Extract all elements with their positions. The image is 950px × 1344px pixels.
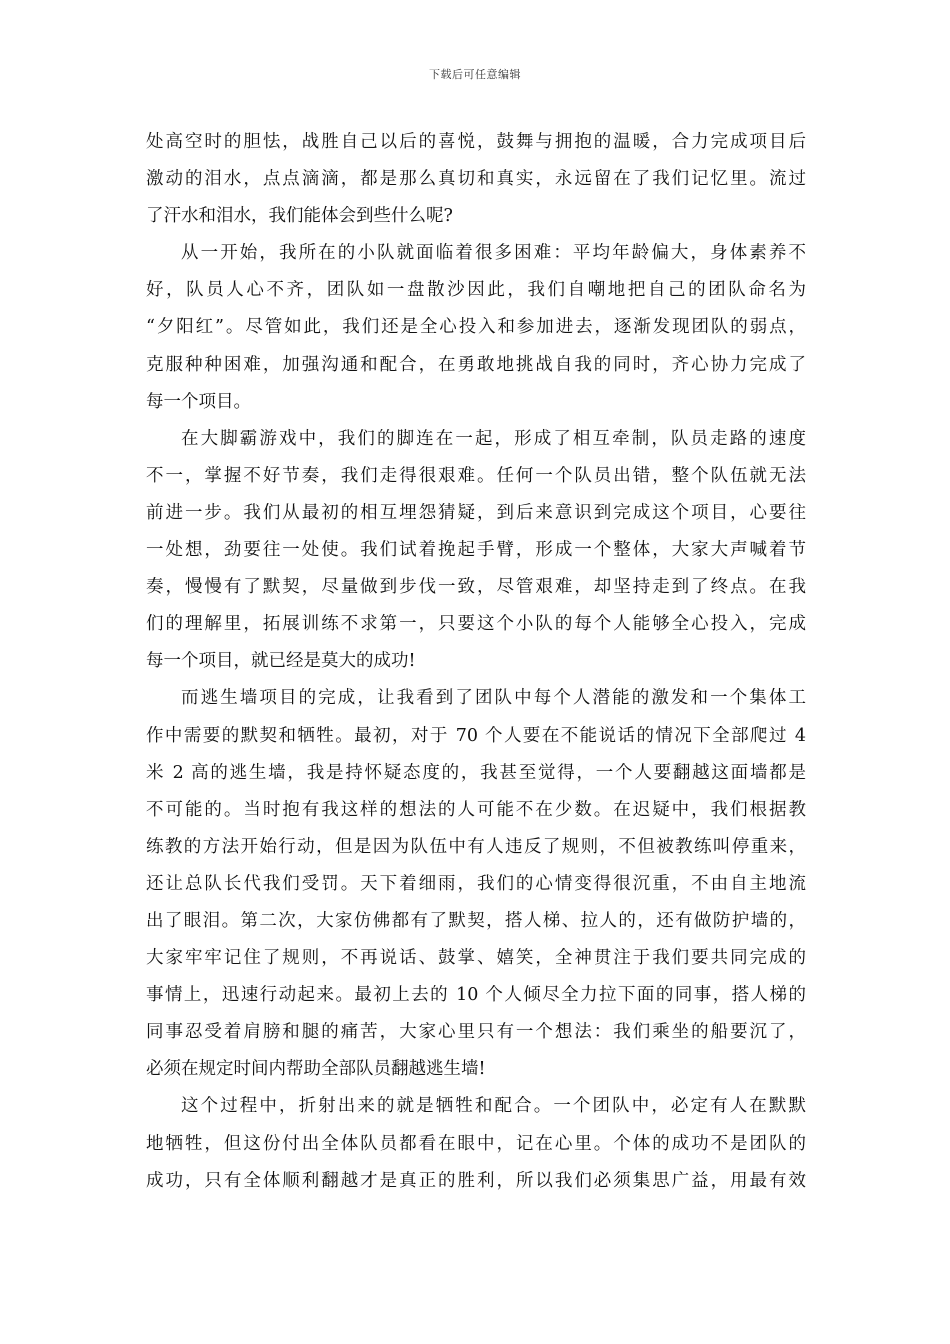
paragraph-line: 奏，慢慢有了默契，尽量做到步伐一致，尽管艰难，却坚持走到了终点。在我 bbox=[146, 577, 806, 598]
paragraph-line: 不可能的。当时抱有我这样的想法的人可能不在少数。在迟疑中，我们根据教 bbox=[146, 799, 806, 820]
paragraph-line: 作中需要的默契和牺牲。最初，对于 70 个人要在不能说话的情况下全部爬过 4 bbox=[146, 725, 806, 746]
paragraph-line: 激动的泪水，点点滴滴，都是那么真切和真实，永远留在了我们记忆里。流过 bbox=[146, 169, 806, 190]
paragraph-line: 一处想，劲要往一处使。我们试着挽起手臂，形成一个整体，大家大声喊着节 bbox=[146, 540, 806, 561]
paragraph-line: 前进一步。我们从最初的相互埋怨猜疑，到后来意识到完成这个项目，心要往 bbox=[146, 502, 806, 523]
paragraph-line: 出了眼泪。第二次，大家仿佛都有了默契，搭人梯、拉人的，还有做防护墙的， bbox=[146, 910, 806, 931]
paragraph-line: 地牺牲，但这份付出全体队员都看在眼中，记在心里。个体的成功不是团队的 bbox=[146, 1133, 806, 1154]
paragraph-line: 事情上，迅速行动起来。最初上去的 10 个人倾尽全力拉下面的同事，搭人梯的 bbox=[146, 985, 806, 1006]
paragraph-line: 处高空时的胆怯，战胜自己以后的喜悦，鼓舞与拥抱的温暖，合力完成项目后 bbox=[146, 132, 806, 152]
paragraph-line: 米 2 高的逃生墙，我是持怀疑态度的，我甚至觉得，一个人要翻越这面墙都是 bbox=[146, 762, 806, 783]
paragraph-line: 同事忍受着肩膀和腿的痛苦，大家心里只有一个想法：我们乘坐的船要沉了， bbox=[146, 1022, 806, 1043]
header-note: 下载后可任意编辑 bbox=[429, 68, 521, 81]
paragraph-line: 每一个项目。 bbox=[146, 391, 251, 412]
paragraph-line: 每一个项目，就已经是莫大的成功! bbox=[146, 651, 416, 672]
paragraph-line: 成功，只有全体顺利翻越才是真正的胜利，所以我们必须集思广益，用最有效 bbox=[146, 1170, 806, 1191]
paragraph-line: 从一开始，我所在的小队就面临着很多困难：平均年龄偏大，身体素养不 bbox=[181, 243, 806, 264]
paragraph-line: 还让总队长代我们受罚。天下着细雨，我们的心情变得很沉重，不由自主地流 bbox=[146, 873, 806, 894]
paragraph-line: 在大脚霸游戏中，我们的脚连在一起，形成了相互牵制，队员走路的速度 bbox=[181, 428, 806, 449]
paragraph-line: 好，队员人心不齐，团队如一盘散沙因此，我们自嘲地把自己的团队命名为 bbox=[146, 280, 806, 301]
paragraph-line: 必须在规定时间内帮助全部队员翻越逃生墙! bbox=[146, 1059, 486, 1080]
paragraph-line: 不一，掌握不好节奏，我们走得很艰难。任何一个队员出错，整个队伍就无法 bbox=[146, 465, 806, 486]
paragraph-line: 克服种种困难，加强沟通和配合，在勇敢地挑战自我的同时，齐心协力完成了 bbox=[146, 354, 806, 375]
paragraph-line: 们的理解里，拓展训练不求第一，只要这个小队的每个人能够全心投入，完成 bbox=[146, 614, 806, 635]
paragraph-line: 大家牢牢记住了规则，不再说话、鼓掌、嬉笑，全神贯注于我们要共同完成的 bbox=[146, 948, 806, 969]
paragraph-line: 而逃生墙项目的完成，让我看到了团队中每个人潜能的激发和一个集体工 bbox=[181, 688, 806, 709]
body-text bbox=[146, 124, 806, 1200]
paragraph-line: 练教的方法开始行动，但是因为队伍中有人违反了规则，不但被教练叫停重来， bbox=[146, 836, 806, 857]
paragraph-line: 了汗水和泪水，我们能体会到些什么呢? bbox=[146, 206, 453, 227]
paragraph-line: “夕阳红”。尽管如此，我们还是全心投入和参加进去，逐渐发现团队的弱点， bbox=[146, 317, 806, 338]
paragraph-line: 这个过程中，折射出来的就是牺牲和配合。一个团队中，必定有人在默默 bbox=[181, 1096, 806, 1117]
